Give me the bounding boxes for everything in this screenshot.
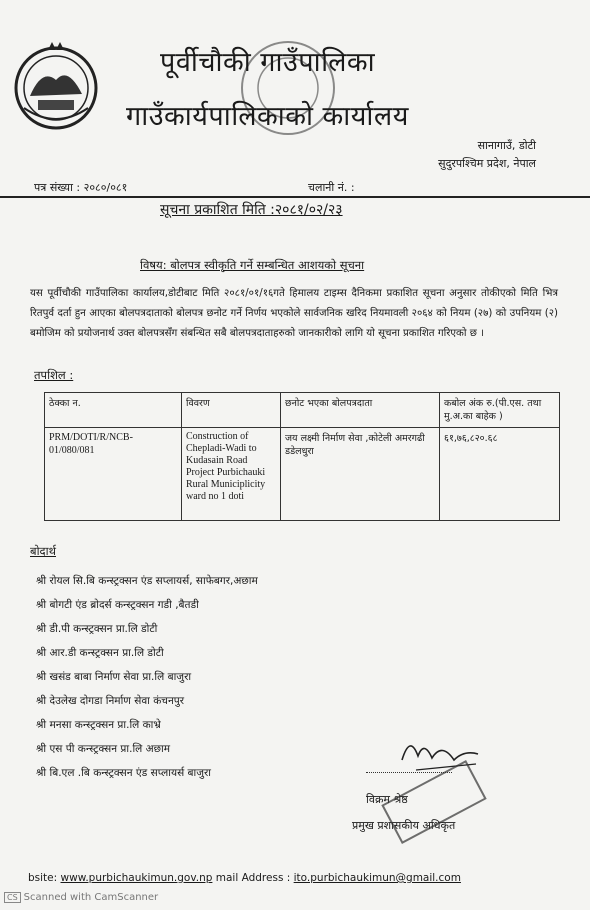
amount-cell: ६१,७६,८२०.६८ (440, 428, 560, 521)
camscanner-logo-icon: CS (4, 892, 21, 903)
footer-contact (28, 872, 461, 884)
recipient-item: श्री डी.पी कन्स्ट्रक्सन प्रा.लि डोटी (36, 623, 158, 635)
recipient-item: श्री बि.एल .बि कन्स्ट्रक्सन एंड सप्लायर्स बाजुरा (36, 767, 212, 779)
notice-subject: विषय: बोलपत्र स्वीकृति गर्ने सम्बन्धित आशयको सूचना (140, 258, 365, 272)
details-label: तपशिल : (34, 368, 74, 382)
recipient-item: श्री देउलेख दोगडा निर्माण सेवा कंचनपुर (36, 695, 185, 707)
scanner-text: Scanned with CamScanner (23, 892, 159, 903)
recipients-label: बोदार्थ (30, 544, 56, 558)
recipient-item: श्री एस पी कन्स्ट्रक्सन प्रा.लि अछाम (36, 743, 171, 755)
notice-body: यस पूर्वीचौकी गाउँपालिका कार्यालय,डोटीबाट मिति २०८१/०१/१६गते हिमालय टाइम्स दैनिकमा प्रकाशित सूचना अनुसार तोकीएको मिति भित्र रितपुर्व दर्ता हुन आएका बोलपत्रदाताको बोलपत्र छनोट गर्ने निर्णय भएकोले सार्वजनिक खरिद नियमावली २०६४ को नियम (२७) को उपनियम (२) बमोजिम को प्रयोजनार्थ उक्त बोलपत्रसँग संबन्धित सबै बोलपत्रदाताहरुको जानकारीको लागि यो सूचना प्रकाशित गरिएको छ । (30, 288, 558, 339)
contract-number-cell: PRM/DOTI/R/NCB-01/080/081 (45, 428, 182, 521)
recipient-item: श्री मनसा कन्स्ट्रक्सन प्रा.लि काभ्रे (36, 719, 161, 731)
table-header-row (45, 393, 560, 428)
org-title: पूर्वीचौकी गाउँपालिका (160, 47, 376, 78)
email-link[interactable]: ito.purbichaukimun@gmail.com (293, 872, 461, 884)
website-link[interactable]: www.purbichaukimun.gov.np (60, 872, 213, 884)
table-header: कबोल अंक रु.(पी.एस. तथा मु.अ.का बाहेक ) (440, 393, 560, 428)
dispatch-number: चलानी नं. : (308, 181, 355, 194)
office-title: गाउँकार्यपालिकाको कार्यालय (126, 101, 409, 132)
bid-details-table (44, 392, 560, 521)
table-row (45, 428, 560, 521)
address-line-2: सुदुरपश्चिम प्रदेश, नेपाल (438, 157, 536, 170)
recipient-item: श्री बोगटी एंड ब्रोदर्स कन्स्ट्रक्सन गडी ,बैतडी (36, 599, 199, 611)
email-label: mail Address : (215, 872, 291, 884)
recipient-item: श्री खसंड बाबा निर्माण सेवा प्रा.लि बाजुरा (36, 671, 192, 683)
table-header: ठेक्का न. (45, 393, 182, 428)
recipient-item: श्री रोयल सि.बि कन्स्ट्रक्सन एंड सप्लायर्स, साफेबगर,अछाम (36, 575, 258, 587)
scanner-watermark (4, 892, 158, 903)
table-header: विवरण (182, 393, 281, 428)
header-divider (0, 196, 590, 198)
published-date: सूचना प्रकाशित मिति :२०८१/०२/२३ (160, 202, 343, 218)
description-cell: Construction of Chepladi-Wadi to Kudasain Road Project Purbichauki Rural Municiplicity ward no 1 doti (182, 428, 281, 521)
signatory-title: प्रमुख प्रशासकीय अधिकृत (352, 819, 456, 832)
recipient-item: श्री आर.डी कन्स्ट्रक्सन प्रा.लि डोटी (36, 647, 164, 659)
nepal-emblem-icon (8, 38, 104, 134)
bidder-cell: जय लक्ष्मी निर्माण सेवा ,कोटेली अमरगढी डडेलधुरा (281, 428, 440, 521)
address-line-1: सानागाउँ, डोटी (477, 139, 536, 152)
website-label: bsite: (28, 872, 58, 884)
signatory-name: विक्रम श्रेष्ठ (366, 793, 408, 806)
reference-number: पत्र संख्या : २०८०/०८१ (34, 181, 128, 194)
table-header: छनोट भएका बोलपत्रदाता (281, 393, 440, 428)
